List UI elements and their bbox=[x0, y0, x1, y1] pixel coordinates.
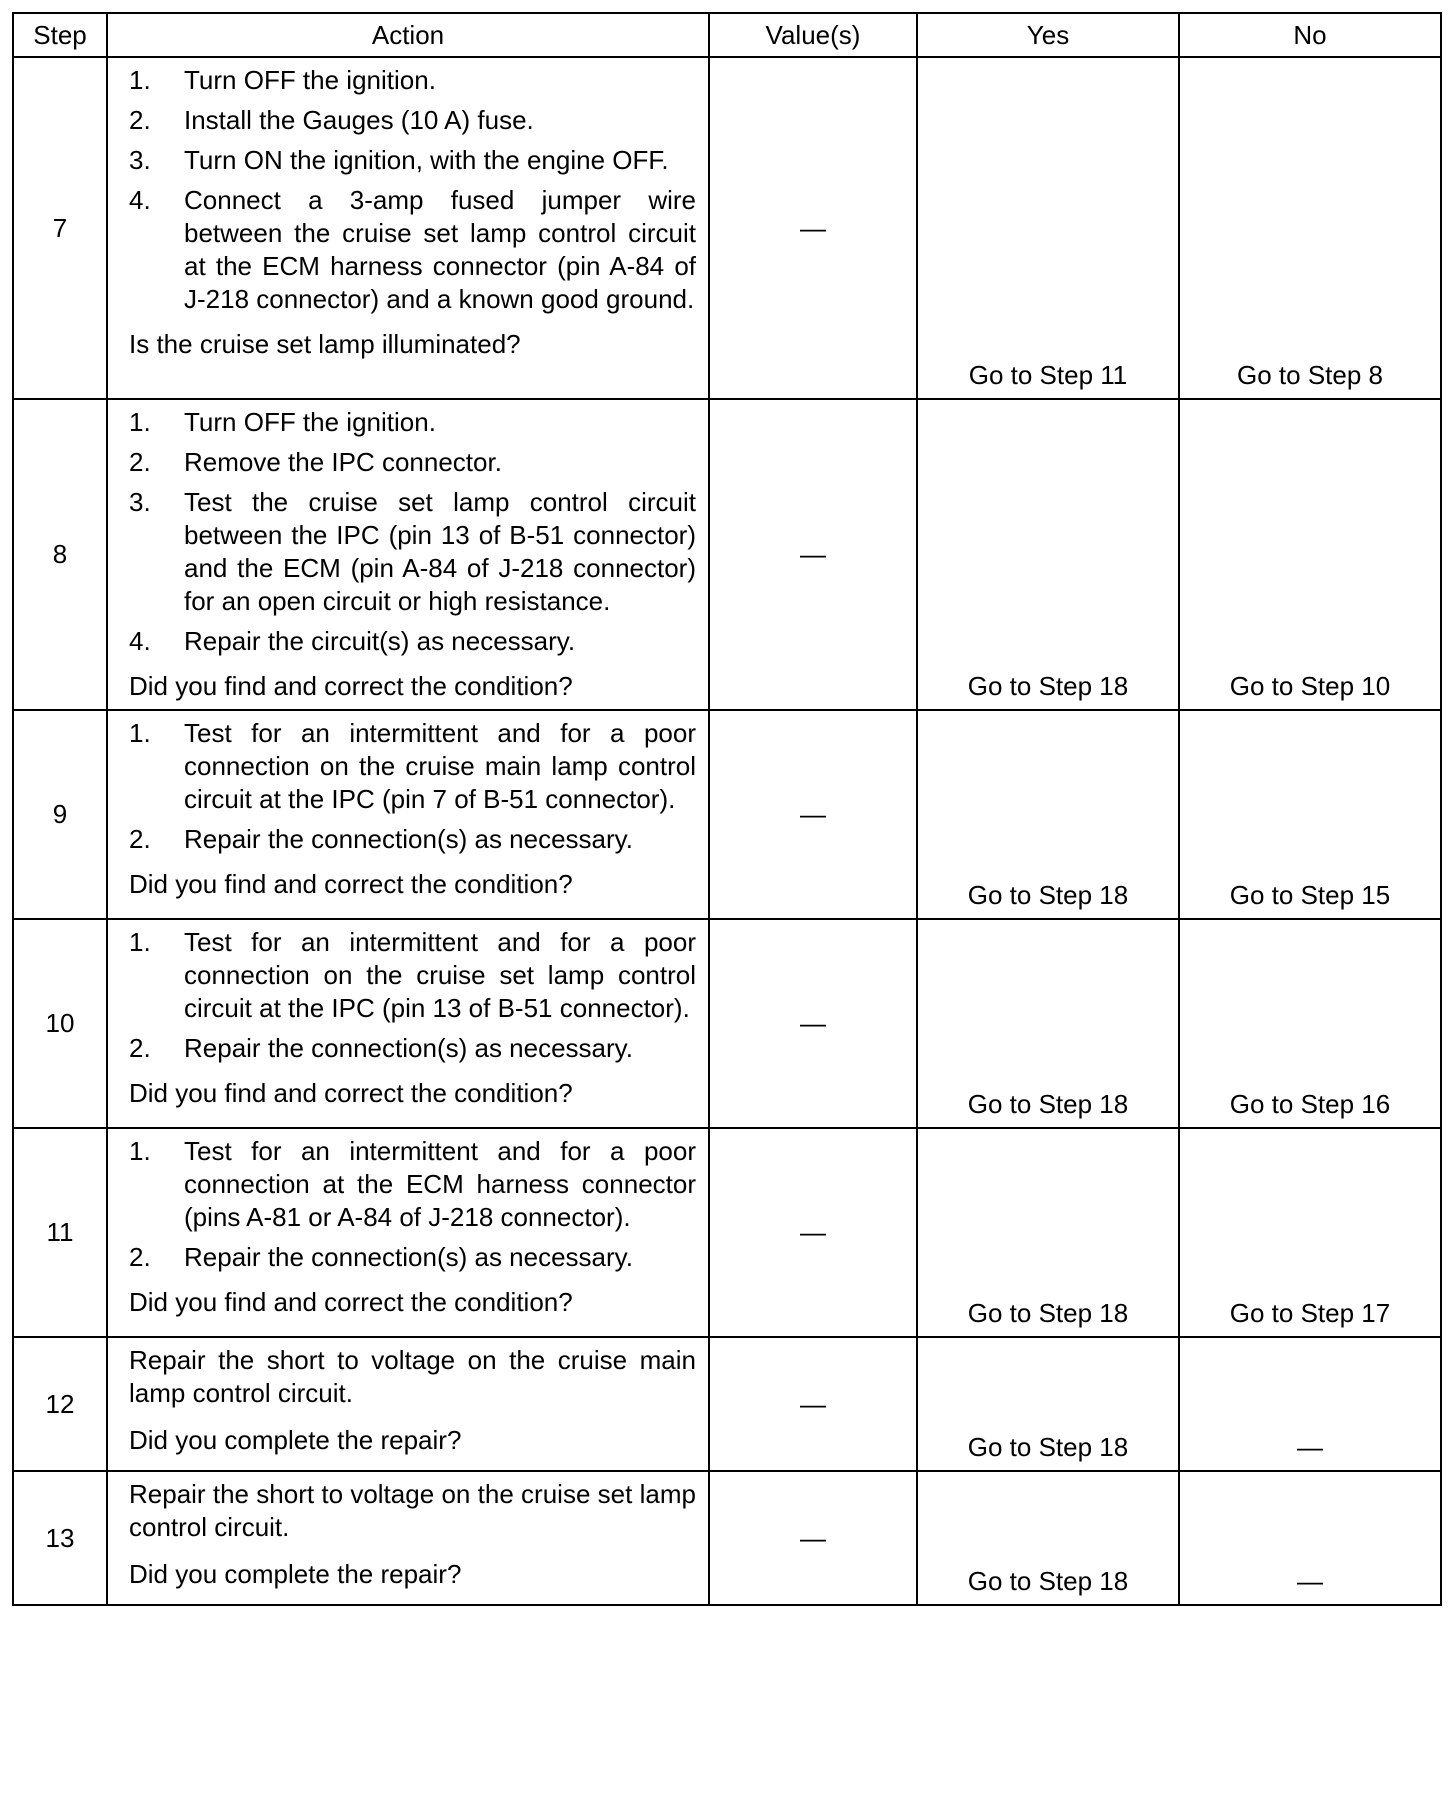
yes-cell: Go to Step 18 bbox=[917, 710, 1179, 919]
substep bbox=[129, 926, 696, 1025]
no-cell: Go to Step 10 bbox=[1179, 399, 1441, 710]
substep-number: 2. bbox=[129, 447, 151, 477]
value-cell: — bbox=[709, 1337, 917, 1471]
table-row bbox=[13, 57, 1441, 399]
substep-text: Install the Gauges (10 A) fuse. bbox=[184, 105, 534, 135]
step-number: 10 bbox=[13, 919, 107, 1128]
substep bbox=[129, 104, 696, 137]
substep-text: Test for an intermittent and for a poor connection at the ECM harness connector (pins A-81 or A-84 of J-218 connector). bbox=[184, 1136, 696, 1232]
header-row bbox=[13, 13, 1441, 57]
yes-cell: Go to Step 11 bbox=[917, 57, 1179, 399]
table-row bbox=[13, 1337, 1441, 1471]
question-text: Did you find and correct the condition? bbox=[129, 1287, 573, 1317]
substep-text: Test the cruise set lamp control circuit between the IPC (pin 13 of B-51 connector) and the ECM (pin A-84 of J-218 connector) for an open circuit or high resistance. bbox=[184, 487, 696, 616]
step-number: 9 bbox=[13, 710, 107, 919]
substep-text: Repair the circuit(s) as necessary. bbox=[184, 626, 576, 656]
table-row bbox=[13, 1128, 1441, 1337]
diagnostic-procedure-table bbox=[12, 12, 1442, 1606]
action-text: Repair the short to voltage on the cruise main lamp control circuit. bbox=[129, 1345, 696, 1408]
question-text: Did you find and correct the condition? bbox=[129, 869, 573, 899]
header-no: No bbox=[1179, 13, 1441, 57]
substep bbox=[129, 1241, 696, 1274]
no-cell: — bbox=[1179, 1471, 1441, 1605]
substep bbox=[129, 406, 696, 439]
action-cell bbox=[107, 1471, 709, 1605]
action-text: Repair the short to voltage on the cruise set lamp control circuit. bbox=[129, 1479, 696, 1542]
substep bbox=[129, 144, 696, 177]
question-text: Did you find and correct the condition? bbox=[129, 1078, 573, 1108]
substep-number: 4. bbox=[129, 626, 151, 656]
substep bbox=[129, 1032, 696, 1065]
substep bbox=[129, 184, 696, 316]
header-values: Value(s) bbox=[709, 13, 917, 57]
action-cell bbox=[107, 399, 709, 710]
substep-number: 1. bbox=[129, 65, 151, 95]
substep-number: 2. bbox=[129, 1242, 151, 1272]
action-cell bbox=[107, 1337, 709, 1471]
substep bbox=[129, 486, 696, 618]
substep-text: Turn OFF the ignition. bbox=[184, 407, 436, 437]
action-cell bbox=[107, 919, 709, 1128]
substep-number: 1. bbox=[129, 927, 151, 957]
substep-text: Test for an intermittent and for a poor connection on the cruise set lamp control circuit at the IPC (pin 13 of B-51 connector). bbox=[184, 927, 696, 1023]
question-text: Did you complete the repair? bbox=[129, 1559, 462, 1589]
substep bbox=[129, 717, 696, 816]
yes-cell: Go to Step 18 bbox=[917, 919, 1179, 1128]
substep-text: Connect a 3-amp fused jumper wire between the cruise set lamp control circuit at the ECM harness connector (pin A-84 of J-218 connector) and a known good ground. bbox=[184, 185, 696, 314]
table-row bbox=[13, 710, 1441, 919]
substep-text: Turn ON the ignition, with the engine OFF. bbox=[184, 145, 669, 175]
substep-text: Repair the connection(s) as necessary. bbox=[184, 1033, 633, 1063]
header-yes: Yes bbox=[917, 13, 1179, 57]
action-cell bbox=[107, 710, 709, 919]
yes-cell: Go to Step 18 bbox=[917, 1471, 1179, 1605]
substep bbox=[129, 1135, 696, 1234]
action-cell bbox=[107, 1128, 709, 1337]
substep-number: 1. bbox=[129, 1136, 151, 1166]
value-cell: — bbox=[709, 919, 917, 1128]
substep-number: 3. bbox=[129, 487, 151, 517]
question-text: Is the cruise set lamp illuminated? bbox=[129, 329, 521, 359]
step-number: 7 bbox=[13, 57, 107, 399]
substep-number: 2. bbox=[129, 1033, 151, 1063]
substep-number: 4. bbox=[129, 185, 151, 215]
question-text: Did you complete the repair? bbox=[129, 1425, 462, 1455]
substep-number: 2. bbox=[129, 105, 151, 135]
substep bbox=[129, 446, 696, 479]
yes-cell: Go to Step 18 bbox=[917, 1128, 1179, 1337]
value-cell: — bbox=[709, 710, 917, 919]
step-number: 8 bbox=[13, 399, 107, 710]
value-cell: — bbox=[709, 1471, 917, 1605]
yes-cell: Go to Step 18 bbox=[917, 399, 1179, 710]
question-text: Did you find and correct the condition? bbox=[129, 671, 573, 701]
substep-number: 1. bbox=[129, 718, 151, 748]
no-cell: Go to Step 15 bbox=[1179, 710, 1441, 919]
substep bbox=[129, 64, 696, 97]
no-cell: — bbox=[1179, 1337, 1441, 1471]
table-row bbox=[13, 1471, 1441, 1605]
table-row bbox=[13, 919, 1441, 1128]
substep-number: 2. bbox=[129, 824, 151, 854]
value-cell: — bbox=[709, 57, 917, 399]
substep-number: 1. bbox=[129, 407, 151, 437]
step-number: 13 bbox=[13, 1471, 107, 1605]
yes-cell: Go to Step 18 bbox=[917, 1337, 1179, 1471]
table-row bbox=[13, 399, 1441, 710]
step-number: 12 bbox=[13, 1337, 107, 1471]
header-action: Action bbox=[107, 13, 709, 57]
no-cell: Go to Step 17 bbox=[1179, 1128, 1441, 1337]
action-cell bbox=[107, 57, 709, 399]
substep bbox=[129, 625, 696, 658]
substep-text: Repair the connection(s) as necessary. bbox=[184, 1242, 633, 1272]
value-cell: — bbox=[709, 1128, 917, 1337]
no-cell: Go to Step 8 bbox=[1179, 57, 1441, 399]
header-step: Step bbox=[13, 13, 107, 57]
substep-text: Test for an intermittent and for a poor connection on the cruise main lamp control circuit at the IPC (pin 7 of B-51 connector). bbox=[184, 718, 696, 814]
substep-text: Remove the IPC connector. bbox=[184, 447, 502, 477]
no-cell: Go to Step 16 bbox=[1179, 919, 1441, 1128]
value-cell: — bbox=[709, 399, 917, 710]
step-number: 11 bbox=[13, 1128, 107, 1337]
substep-number: 3. bbox=[129, 145, 151, 175]
substep-text: Repair the connection(s) as necessary. bbox=[184, 824, 633, 854]
substep bbox=[129, 823, 696, 856]
substep-text: Turn OFF the ignition. bbox=[184, 65, 436, 95]
